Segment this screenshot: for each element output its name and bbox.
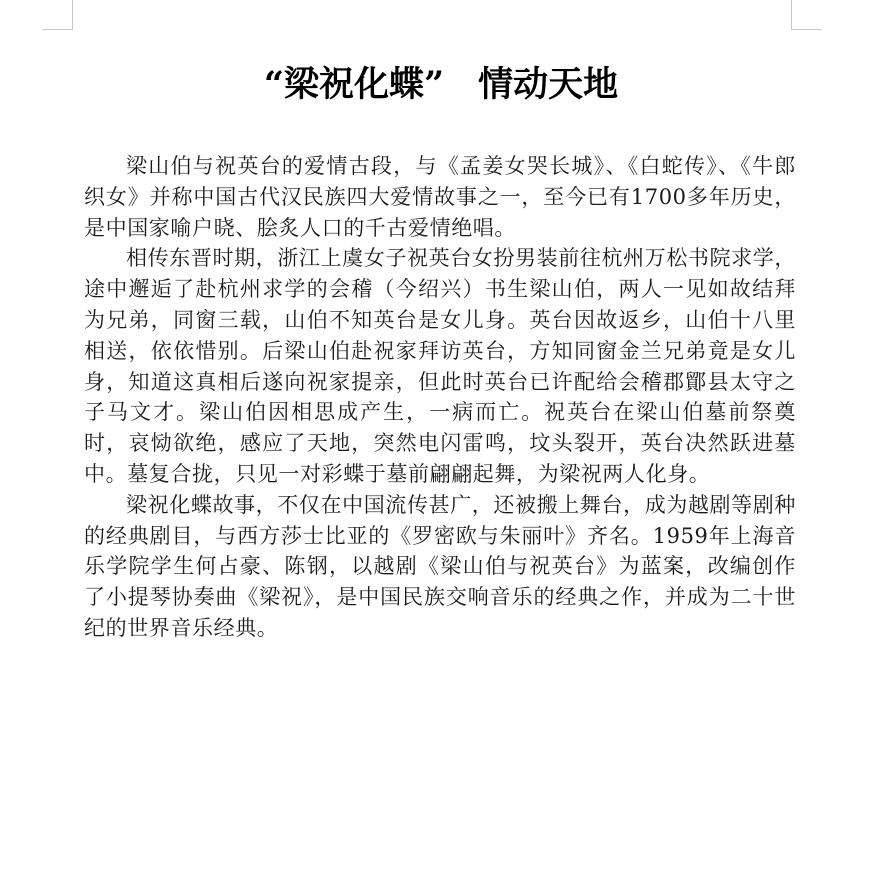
paragraph-legacy: 梁祝化蝶故事，不仅在中国流传甚广，还被搬上舞台，成为越剧等剧种的经典剧目，与西方莎士比亚的《罗密欧与朱丽叶》齐名。1959年上海音乐学院学生何占豪、陈钢，以越剧《梁山伯与祝英台》为蓝案，改编创作了小提琴协奏曲《梁祝》，是中国民族交响音乐的经典之作，并成为二十世纪的世界音乐经典。 <box>84 492 796 640</box>
page-title <box>0 58 882 112</box>
crop-mark-top-left-vertical <box>72 0 73 30</box>
paragraph-legend: 相传东晋时期，浙江上虞女子祝英台女扮男装前往杭州万松书院求学，途中邂逅了赴杭州求学的会稽（今绍兴）书生梁山伯，两人一见如故结拜为兄弟，同窗三载，山伯不知英台是女儿身。英台因故返乡，山伯十八里相送，依依惜别。后梁山伯赴祝家拜访英台，方知同窗金兰兄弟竟是女儿身，知道这真相后遂向祝家提亲，但此时英台已许配给会稽郡鄮县太守之子马文才。梁山伯因相思成产生，一病而亡。祝英台在梁山伯墓前祭奠时，哀恸欲绝，感应了天地，突然电闪雷鸣，坟头裂开，英台决然跃进墓中。墓复合拢，只见一对彩蝶于墓前翩翩起舞，为梁祝两人化身。 <box>84 246 796 486</box>
crop-mark-top-right-horizontal <box>791 29 822 30</box>
crop-mark-top-right-vertical <box>791 0 792 30</box>
title-sub: 情动天地 <box>478 64 619 105</box>
paragraph-intro: 梁山伯与祝英台的爱情古段，与《孟姜女哭长城》、《白蛇传》、《牛郎织女》并称中国古代汉民族四大爱情故事之一，至今已有1700多年历史，是中国家喻户晓、脍炙人口的千古爱情绝唱。 <box>84 154 796 240</box>
title-main: “梁祝化蝶” <box>263 64 445 105</box>
document-body <box>84 151 796 644</box>
crop-mark-top-left-horizontal <box>42 29 73 30</box>
